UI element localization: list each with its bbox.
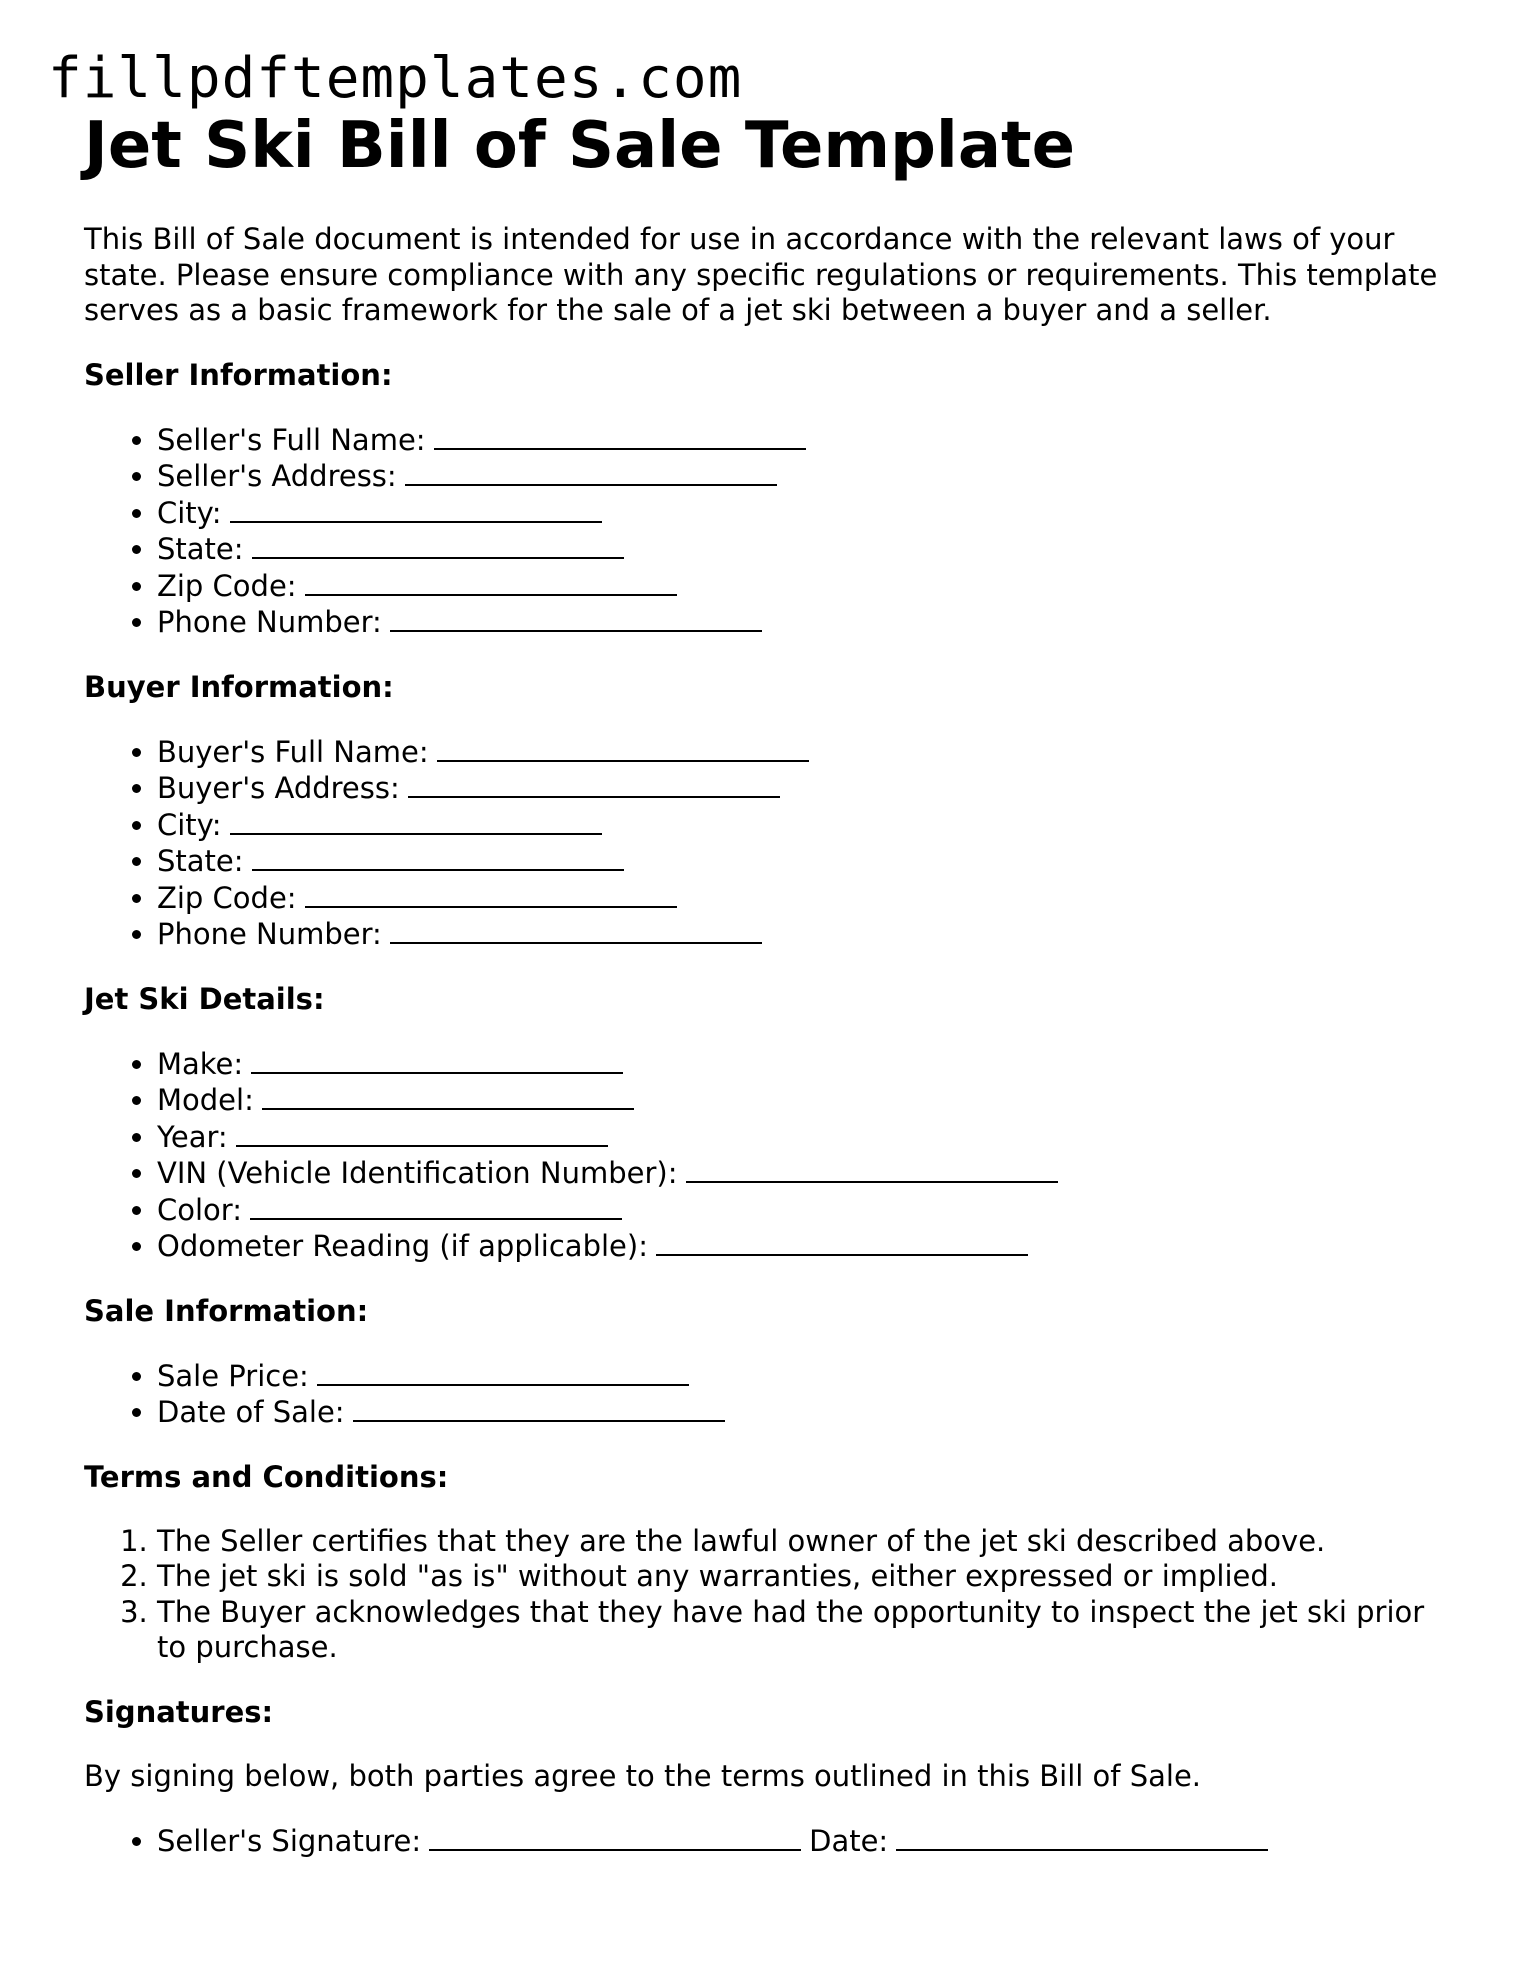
list-item [157, 531, 1444, 568]
list-item [157, 568, 1444, 605]
field-label: Model: [157, 1083, 254, 1117]
field-label: VIN (Vehicle Identification Number): [157, 1156, 678, 1190]
list-item [157, 880, 1444, 917]
seller-signature-field[interactable] [429, 1823, 801, 1851]
list-item [157, 1082, 1444, 1119]
field-label: State: [157, 532, 244, 566]
seller-signature-date-field[interactable] [896, 1823, 1268, 1851]
field-label: Phone Number: [157, 917, 382, 951]
make-field[interactable] [251, 1046, 623, 1074]
buyer-heading: Buyer Information: [84, 669, 394, 704]
field-label: Zip Code: [157, 568, 297, 603]
vin-field[interactable] [686, 1155, 1058, 1183]
seller-heading: Seller Information: [84, 357, 393, 392]
sale-heading: Sale Information: [84, 1293, 369, 1328]
terms-list [84, 1524, 1444, 1666]
list-item [157, 807, 1444, 844]
sale-price-field[interactable] [317, 1358, 689, 1386]
field-label: Color: [157, 1192, 242, 1227]
terms-heading: Terms and Conditions: [84, 1459, 449, 1494]
list-item [157, 916, 1444, 953]
list-item [157, 604, 1444, 641]
list-item [157, 422, 1444, 459]
field-label: Buyer's Address: [157, 771, 400, 805]
buyer-full-name-field[interactable] [437, 734, 809, 762]
date-of-sale-field[interactable] [353, 1394, 725, 1422]
seller-phone-field[interactable] [390, 604, 762, 632]
list-item [157, 495, 1444, 532]
list-item: 3. The Buyer acknowledges that they have had the opportunity to inspect the jet ski prior to purchase. [157, 1595, 1444, 1666]
list-item [157, 770, 1444, 807]
list-item [157, 1119, 1444, 1156]
seller-zip-field[interactable] [305, 568, 677, 596]
odometer-field[interactable] [656, 1228, 1028, 1256]
signatures-statement: By signing below, both parties agree to the terms outlined in this Bill of Sale. [84, 1758, 1202, 1793]
list-item [157, 843, 1444, 880]
color-field[interactable] [250, 1192, 622, 1220]
list-item: 1. The Seller certifies that they are the lawful owner of the jet ski described above. [157, 1524, 1444, 1560]
field-label: Sale Price: [157, 1358, 309, 1393]
seller-state-field[interactable] [252, 531, 624, 559]
field-label: Date: [809, 1824, 889, 1858]
list-item: 2. The jet ski is sold "as is" without any warranties, either expressed or implied. [157, 1559, 1444, 1595]
field-label: Phone Number: [157, 605, 382, 639]
list-item [157, 734, 1444, 771]
document-body [84, 108, 1444, 1860]
field-label: Seller's Full Name: [157, 422, 426, 457]
field-label: Buyer's Full Name: [157, 734, 429, 769]
sale-field-list [84, 1358, 1444, 1431]
page-title: Jet Ski Bill of Sale Template [84, 109, 1076, 183]
seller-field-list [84, 422, 1444, 641]
buyer-field-list [84, 734, 1444, 953]
list-item [157, 458, 1444, 495]
watermark: fillpdftemplates.com [48, 46, 743, 111]
field-label: City: [157, 495, 222, 530]
seller-city-field[interactable] [230, 495, 602, 523]
list-item [157, 1192, 1444, 1229]
field-label: Make: [157, 1046, 244, 1081]
model-field[interactable] [262, 1082, 634, 1110]
jetski-heading: Jet Ski Details: [84, 981, 325, 1016]
list-item [157, 1394, 1444, 1431]
buyer-state-field[interactable] [252, 843, 624, 871]
signature-list [84, 1823, 1444, 1860]
field-label: Odometer Reading (if applicable): [157, 1229, 648, 1263]
list-item [157, 1358, 1444, 1395]
field-label: Zip Code: [157, 880, 297, 915]
field-label: City: [157, 807, 222, 842]
list-item [157, 1155, 1444, 1192]
field-label: Seller's Address: [157, 459, 397, 493]
seller-full-name-field[interactable] [434, 422, 806, 450]
signatures-heading: Signatures: [84, 1694, 274, 1729]
seller-address-field[interactable] [405, 458, 777, 486]
buyer-zip-field[interactable] [305, 880, 677, 908]
buyer-city-field[interactable] [230, 807, 602, 835]
buyer-address-field[interactable] [408, 770, 780, 798]
list-item [157, 1823, 1444, 1860]
field-label: Year: [157, 1119, 228, 1154]
jetski-field-list [84, 1046, 1444, 1265]
field-label: Seller's Signature: [157, 1824, 422, 1858]
intro-paragraph: This Bill of Sale document is intended for use in accordance with the relevant laws of your state. Please ensure compliance with any specific regulations or requirements. This template serves as a basic framework for the sale of a jet ski between a buyer and a seller. [84, 222, 1438, 327]
buyer-phone-field[interactable] [390, 916, 762, 944]
list-item [157, 1228, 1444, 1265]
list-item [157, 1046, 1444, 1083]
year-field[interactable] [236, 1119, 608, 1147]
field-label: State: [157, 844, 244, 878]
field-label: Date of Sale: [157, 1395, 345, 1429]
